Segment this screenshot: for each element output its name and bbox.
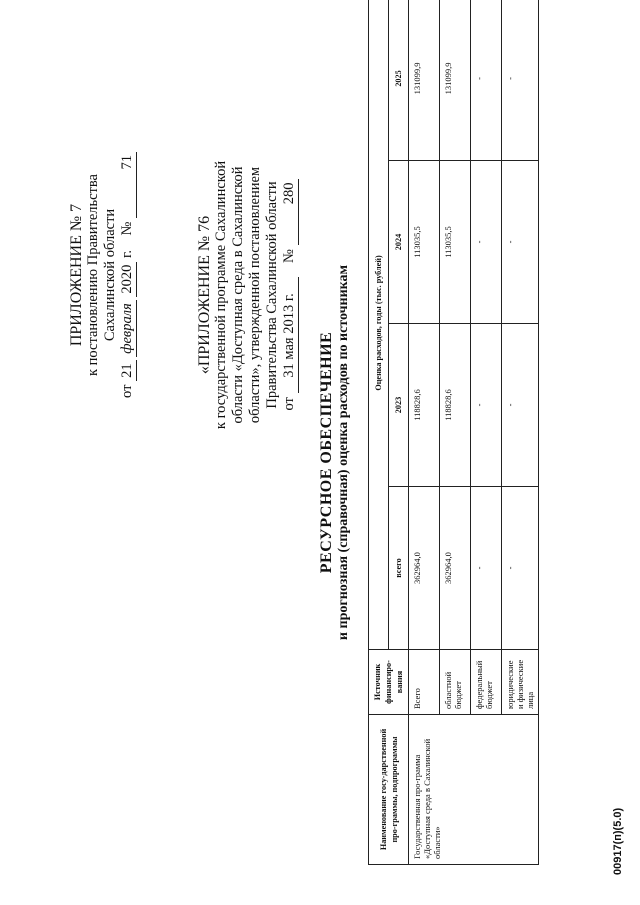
date-prefix-76: от	[281, 397, 297, 411]
attachment-7-line1: к постановлению Правительства	[85, 174, 101, 376]
header-2023: 2023	[389, 324, 409, 487]
date-prefix: от	[119, 384, 135, 398]
y2024-cell: -	[471, 161, 502, 324]
header-2025: 2025	[389, 0, 409, 161]
y2023-cell: -	[502, 324, 539, 487]
resolution-number: 71	[119, 152, 137, 218]
table-row	[409, 0, 440, 865]
number-label-76: №	[281, 249, 297, 263]
program-name-cell: Государственная про-грамма «Доступная среда в Сахалинской области»	[409, 715, 539, 865]
source-cell: юридические и физические лица	[502, 650, 539, 715]
y2023-cell: 118828,6	[409, 324, 440, 487]
attachment-76-block	[196, 125, 299, 465]
resolution-month: февраля	[119, 300, 137, 357]
header-total: всего	[389, 487, 409, 650]
source-cell: Всего	[409, 650, 440, 715]
y2024-cell: 113035,5	[409, 161, 440, 324]
total-cell: -	[471, 487, 502, 650]
y2024-cell: -	[502, 161, 539, 324]
attachment-7-line2: Сахалинской области	[102, 208, 118, 342]
resource-table	[368, 0, 539, 865]
resolution-year: 2020	[119, 262, 137, 297]
total-cell: -	[502, 487, 539, 650]
source-cell: областной бюджет	[440, 650, 471, 715]
program-number: 280	[281, 180, 299, 246]
attachment-76-line3: области», утвержденной постановлением	[247, 166, 263, 424]
total-cell: 362964,0	[409, 487, 440, 650]
total-cell: 362964,0	[440, 487, 471, 650]
year-suffix: г.	[119, 250, 135, 258]
y2025-cell: 131099,9	[440, 0, 471, 161]
y2025-cell: 131099,9	[409, 0, 440, 161]
attachment-7-block	[68, 125, 137, 425]
heading-title: РЕСУРСНОЕ ОБЕСПЕЧЕНИЕ	[318, 331, 335, 574]
attachment-76-date-line	[281, 125, 299, 465]
header-2024: 2024	[389, 161, 409, 324]
number-label: №	[119, 221, 135, 236]
heading-subtitle: и прогнозная (справочная) оценка расходов по источникам	[336, 264, 351, 641]
program-date: 31 мая 2013 г.	[281, 277, 299, 393]
header-program-name: Наименование госу-дарственной про-граммы, подпрограммы	[369, 715, 409, 865]
document-code: 00917(п)(5.0)	[612, 807, 624, 875]
y2023-cell: 118828,6	[440, 324, 471, 487]
attachment-76-line2: области «Доступная среда в Сахалинской	[230, 166, 246, 424]
attachment-76-title: «ПРИЛОЖЕНИЕ № 76	[196, 215, 213, 375]
document-heading	[318, 0, 352, 905]
resolution-day: 21	[119, 360, 137, 381]
header-estimate: Оценка расходов, годы (тыс. рублей)	[369, 0, 389, 650]
attachment-7-title: ПРИЛОЖЕНИЕ № 7	[68, 203, 85, 347]
y2025-cell: -	[471, 0, 502, 161]
attachment-76-line1: к государственной программе Сахалинской	[213, 160, 229, 430]
y2025-cell: -	[502, 0, 539, 161]
y2023-cell: -	[471, 324, 502, 487]
attachment-76-line4: Правительства Сахалинской области	[264, 181, 280, 409]
attachment-7-date-line	[119, 125, 137, 425]
source-cell: федеральный бюджет	[471, 650, 502, 715]
header-source: Источник финансиро-вания	[369, 650, 409, 715]
y2024-cell: 113035,5	[440, 161, 471, 324]
